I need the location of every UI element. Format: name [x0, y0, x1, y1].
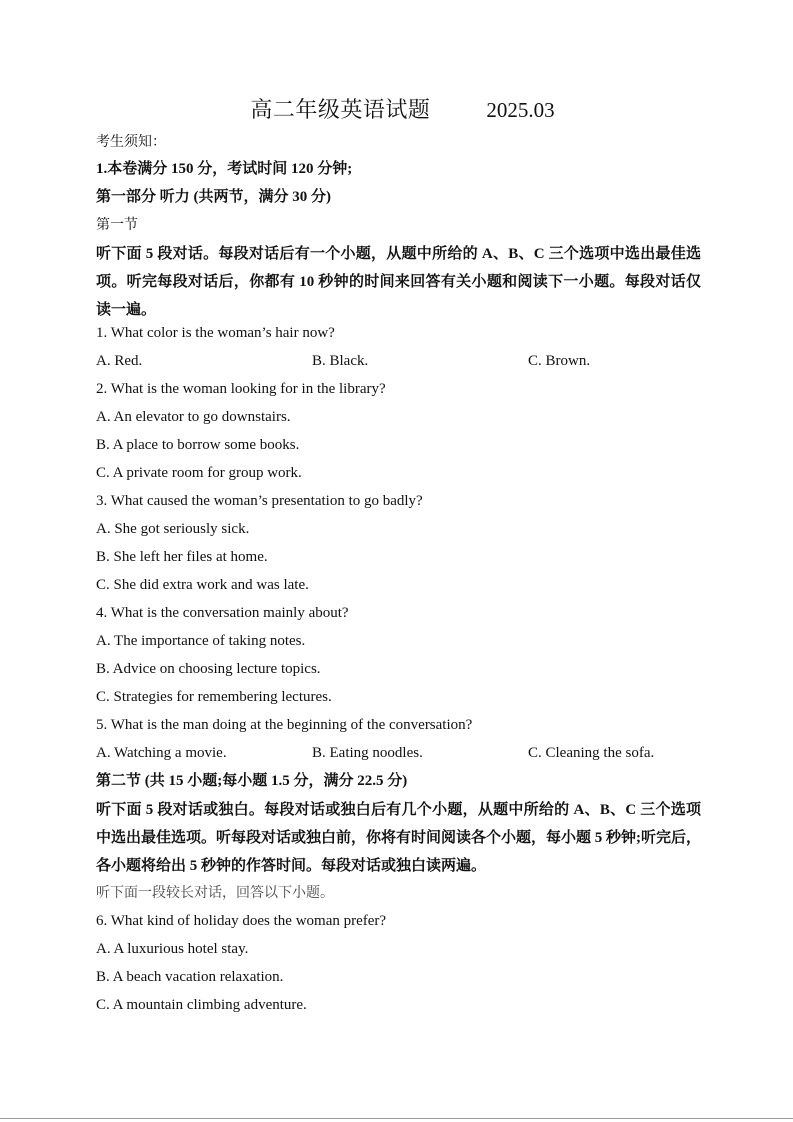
question-option: A. Watching a movie. [96, 745, 227, 761]
section2-heading: 第二节 (共 15 小题;每小题 1.5 分，满分 22.5 分) [96, 773, 408, 789]
question-option: B. A beach vacation relaxation. [96, 969, 284, 985]
question-option: A. An elevator to go downstairs. [96, 409, 291, 425]
page-bottom-divider [0, 1118, 793, 1119]
question-option: B. Eating noodles. [312, 745, 423, 761]
section2-sub-note: 听下面一段较长对话，回答以下小题。 [96, 885, 334, 901]
question-stem: 4. What is the conversation mainly about? [96, 605, 349, 621]
question-option: C. She did extra work and was late. [96, 577, 309, 593]
notice-rule-1: 1.本卷满分 150 分，考试时间 120 分钟; [96, 161, 353, 177]
question-option: C. Brown. [528, 353, 591, 369]
question-option: A. The importance of taking notes. [96, 633, 306, 649]
part1-heading: 第一部分 听力 (共两节，满分 30 分) [96, 189, 331, 205]
question-stem: 1. What color is the woman’s hair now? [96, 325, 335, 341]
question-option: C. Cleaning the sofa. [528, 745, 655, 761]
question-stem: 6. What kind of holiday does the woman prefer? [96, 913, 387, 929]
question-option: B. A place to borrow some books. [96, 437, 300, 453]
section1-instructions: 听下面 5 段对话。每段对话后有一个小题，从题中所给的 A、B、C 三个选项中选出最佳选项。听完每段对话后，你都有 10 秒钟的时间来回答有关小题和阅读下一小题。每段对话仅读一遍。 [96, 246, 701, 318]
question-option: B. Black. [312, 353, 369, 369]
exam-title-row [0, 92, 793, 128]
question-option: C. A mountain climbing adventure. [96, 997, 307, 1013]
question-option: B. She left her files at home. [96, 549, 268, 565]
exam-title: 高二年级英语试题 [250, 97, 431, 122]
question-option: A. A luxurious hotel stay. [96, 941, 249, 957]
question-stem: 2. What is the woman looking for in the library? [96, 381, 386, 397]
question-option: C. A private room for group work. [96, 465, 302, 481]
question-stem: 3. What caused the woman’s presentation to go badly? [96, 493, 423, 509]
question-stem: 5. What is the man doing at the beginning of the conversation? [96, 717, 473, 733]
question-option: B. Advice on choosing lecture topics. [96, 661, 321, 677]
question-option: A. She got seriously sick. [96, 521, 250, 537]
section1-heading: 第一节 [96, 217, 138, 233]
exam-date: 2025.03 [486, 98, 555, 122]
question-option: C. Strategies for remembering lectures. [96, 689, 332, 705]
question-option: A. Red. [96, 353, 143, 369]
notice-heading: 考生须知： [96, 134, 166, 150]
section2-instructions: 听下面 5 段对话或独白。每段对话或独白后有几个小题，从题中所给的 A、B、C 三个选项中选出最佳选项。听每段对话或独白前，你将有时间阅读各个小题，每小题 5 秒钟;听完后，各小题将给出 5 秒钟的作答时间。每段对话或独白读两遍。 [96, 802, 701, 874]
